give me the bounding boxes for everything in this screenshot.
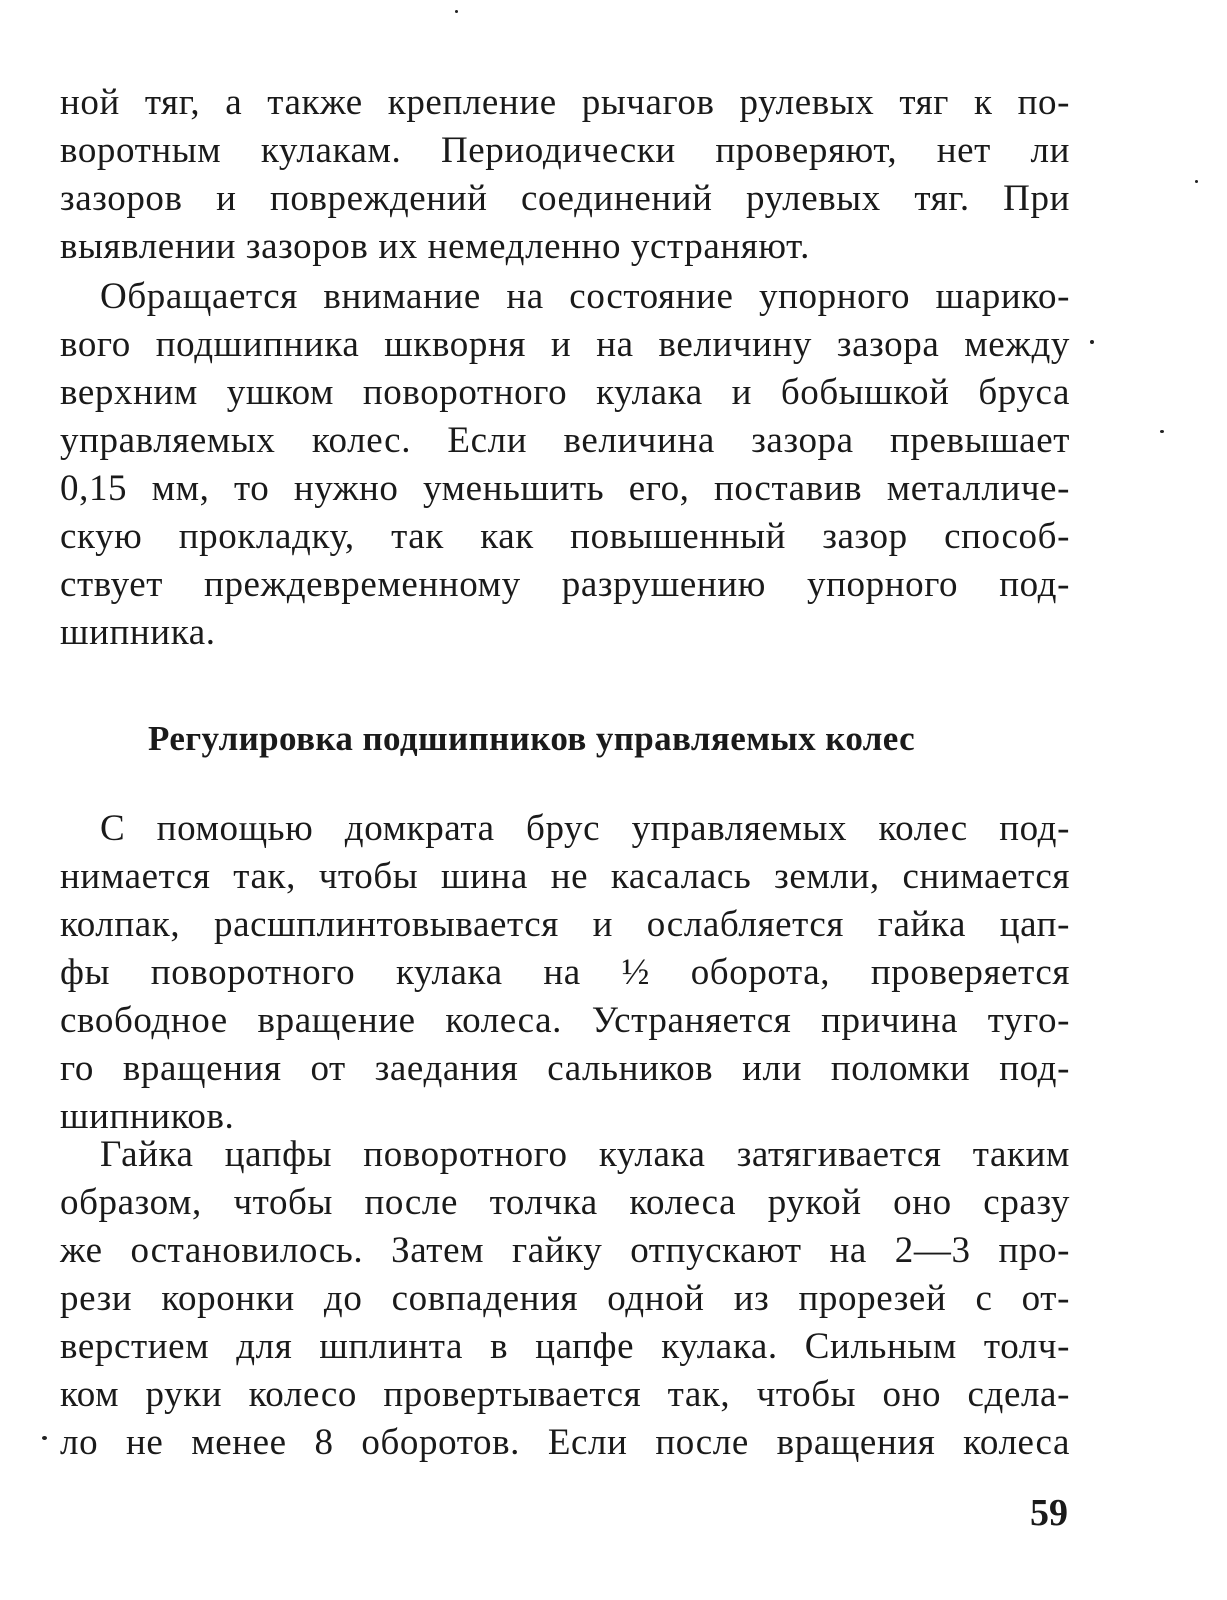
text-line: ло не менее 8 оборотов. Если после вращения колеса [60, 1422, 1070, 1463]
text-line: Обращается внимание на состояние упорного шарико- [100, 276, 1070, 317]
section-heading: Регулировка подшипников управляемых колес [148, 719, 916, 758]
text-line: Гайка цапфы поворотного кулака затягивается таким [100, 1134, 1070, 1175]
text-line: го вращения от заедания сальников или поломки под- [60, 1048, 1070, 1089]
page-number: 59 [1030, 1492, 1068, 1534]
scan-speck [1090, 340, 1094, 344]
text-line: нимается так, чтобы шина не касалась земли, снимается [60, 856, 1070, 897]
scan-speck [42, 1436, 47, 1440]
text-line: шипников. [60, 1096, 235, 1137]
text-line: верстием для шплинта в цапфе кулака. Сильным толч- [60, 1326, 1070, 1367]
text-line: верхним ушком поворотного кулака и бобышкой бруса [60, 372, 1070, 413]
text-line: рези коронки до совпадения одной из прорезей с от- [60, 1278, 1070, 1319]
text-line: С помощью домкрата брус управляемых колес под- [100, 808, 1070, 849]
text-line: образом, чтобы после толчка колеса рукой оно сразу [60, 1182, 1070, 1223]
text-line: управляемых колес. Если величина зазора превышает [60, 420, 1070, 461]
text-line: скую прокладку, так как повышенный зазор способ- [60, 516, 1070, 557]
text-line: выявлении зазоров их немедленно устраняют. [60, 226, 810, 267]
text-line: ной тяг, а также крепление рычагов рулевых тяг к по- [60, 82, 1070, 123]
scan-speck [1195, 180, 1198, 183]
text-line: воротным кулакам. Периодически проверяют, нет ли [60, 130, 1070, 171]
text-line: шипника. [60, 612, 216, 653]
text-line: фы поворотного кулака на ½ оборота, проверяется [60, 952, 1070, 993]
scan-speck [1160, 430, 1164, 433]
text-line: 0,15 мм, то нужно уменьшить его, поставив металличе- [60, 468, 1070, 509]
text-line: зазоров и повреждений соединений рулевых тяг. При [60, 178, 1070, 219]
text-line: свободное вращение колеса. Устраняется причина туго- [60, 1000, 1070, 1041]
scan-speck [455, 10, 458, 13]
text-line: колпак, расшплинтовывается и ослабляется гайка цап- [60, 904, 1070, 945]
text-line: ствует преждевременному разрушению упорного под- [60, 564, 1070, 605]
text-line: вого подшипника шкворня и на величину зазора между [60, 324, 1070, 365]
text-line: ком руки колесо провертывается так, чтобы оно сдела- [60, 1374, 1070, 1415]
text-line: же остановилось. Затем гайку отпускают на 2—3 про- [60, 1230, 1070, 1271]
